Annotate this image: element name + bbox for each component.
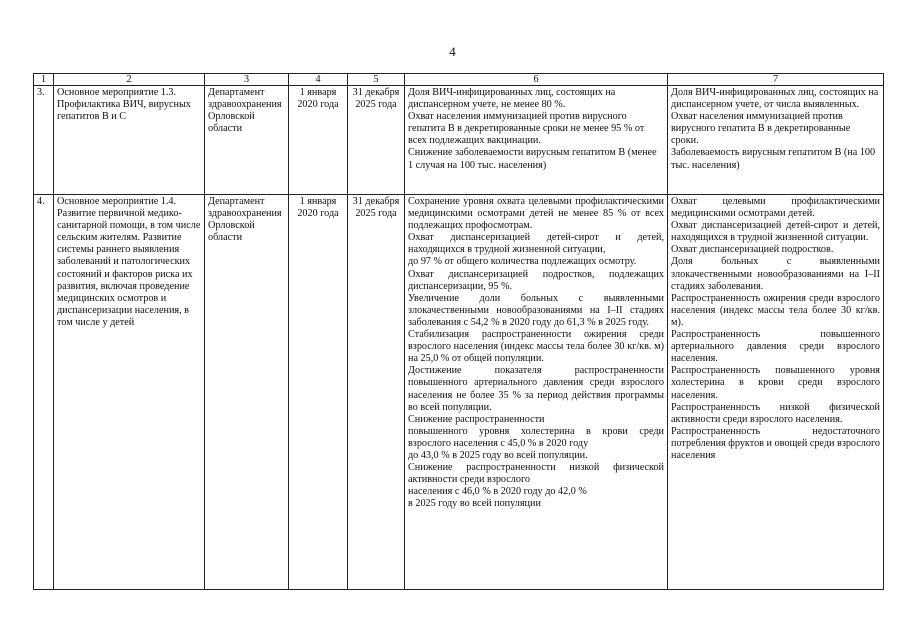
result-line: Охват диспансеризацией подростков, подлежащих диспансеризации, 95 %. <box>408 268 664 292</box>
indicator-line: Распространенность низкой физической активности среди взрослого населения. <box>671 401 880 425</box>
result-line: населения с 46,0 % в 2020 году до 42,0 % <box>408 486 587 498</box>
expected-results <box>405 86 668 195</box>
column-header-7: 7 <box>668 74 884 86</box>
indicator-line: Заболеваемость вирусным гепатитом В (на 100 тыс. населения) <box>671 147 876 171</box>
indicator-line: Охват диспансеризацией подростков. <box>671 244 834 256</box>
start-date: 1 января 2020 года <box>289 86 348 195</box>
indicator-line: Распространенность повышенного уровня холестерина в крови среди взрослого населения. <box>671 365 880 401</box>
column-header-6: 6 <box>405 74 668 86</box>
result-line: Сохранение уровня охвата целевыми профилактическими медицинскими осмотрами детей не менее 85 % от всех подлежащих профосмотрам. <box>408 196 664 232</box>
expected-results <box>405 195 668 590</box>
program-table <box>33 73 884 590</box>
indicator-line: Доля ВИЧ-инфицированных лиц, состоящих на диспансерном учете, от числа выявленных. <box>671 87 879 111</box>
indicator-line: Охват целевыми профилактическими медицинскими осмотрами детей. <box>671 196 880 220</box>
column-header-2: 2 <box>54 74 205 86</box>
column-header-1: 1 <box>34 74 54 86</box>
row-number: 4. <box>34 195 54 590</box>
indicator-line: Распространенность повышенного артериального давления среди взрослого населения. <box>671 329 880 365</box>
result-line: Снижение заболеваемости вирусным гепатитом В (менее 1 случая на 100 тыс. населения) <box>408 147 657 171</box>
indicator-line: Распространенность недостаточного потребления фруктов и овощей среди взрослого населения <box>671 425 880 461</box>
result-line: до 97 % от общего количества подлежащих осмотру. <box>408 256 637 268</box>
table-row <box>34 86 884 195</box>
column-header-5: 5 <box>348 74 405 86</box>
result-line: Охват диспансеризацией детей-сирот и детей, находящихся в трудной жизненной ситуации, <box>408 232 664 256</box>
indicator-line: Охват диспансеризацией детей-сирот и детей, находящихся в трудной жизненной ситуации. <box>671 220 880 244</box>
end-date: 31 декабря 2025 года <box>348 86 405 195</box>
result-line: до 43,0 % в 2025 году во всей популяции. <box>408 449 588 461</box>
indicators <box>668 86 884 195</box>
table-row <box>34 195 884 590</box>
executor: Департамент здравоохранения Орловской области <box>205 86 289 195</box>
column-header-3: 3 <box>205 74 289 86</box>
result-line: в 2025 году во всей популяции <box>408 498 541 510</box>
indicator-line: Распространенность ожирения среди взрослого населения (индекс массы тела более 30 кг/кв. м). <box>671 292 880 328</box>
result-line: Доля ВИЧ-инфицированных лиц, состоящих на диспансерном учете, не менее 80 %. <box>408 87 616 111</box>
row-number: 3. <box>34 86 54 195</box>
result-line: Снижение распространенности <box>408 413 545 425</box>
event-name: Основное мероприятие 1.4. Развитие первичной медико-санитарной помощи, в том числе сельским жителям. Развитие системы раннего выявления заболеваний и патологических состояний и факторов риска их развития, включая проведение медицинских осмотров и диспансеризации населения, в том числе у детей <box>54 195 205 590</box>
result-line: Снижение распространенности низкой физической активности среди взрослого <box>408 462 664 486</box>
event-name: Основное мероприятие 1.3. Профилактика ВИЧ, вирусных гепатитов В и С <box>54 86 205 195</box>
end-date: 31 декабря 2025 года <box>348 195 405 590</box>
indicator-line: Доля больных с выявленными злокачественными новообразованиями на I–II стадиях заболевания. <box>671 256 880 292</box>
result-line: Стабилизация распространенности ожирения среди взрослого населения (индекс массы тела более 30 кг/кв. м) на 25,0 % от общей популяции. <box>408 329 664 365</box>
result-line: Увеличение доли больных с выявленными злокачественными новообразованиями на I–II стадиях заболевания с 54,2 % в 2020 году до 61,3 % в 2025 году. <box>408 292 664 328</box>
indicator-line: Охват населения иммунизацией против вирусного гепатита В в декретированные сроки. <box>671 111 851 147</box>
executor: Департамент здравоохранения Орловской области <box>205 195 289 590</box>
indicators <box>668 195 884 590</box>
result-line: Достижение показателя распространенности повышенного артериального давления среди взрослого населения не более 35 % за период действия программы во всей популяции. <box>408 365 664 413</box>
result-line: Охват населения иммунизацией против вирусного гепатита В в декретированные сроки не менее 95 % от всех подлежащих вакцинации. <box>408 111 645 147</box>
page-number: 4 <box>449 44 456 59</box>
result-line: повышенного уровня холестерина в крови среди взрослого населения с 45,0 % в 2020 году <box>408 425 664 449</box>
start-date: 1 января 2020 года <box>289 195 348 590</box>
header-row <box>34 74 884 86</box>
column-header-4: 4 <box>289 74 348 86</box>
